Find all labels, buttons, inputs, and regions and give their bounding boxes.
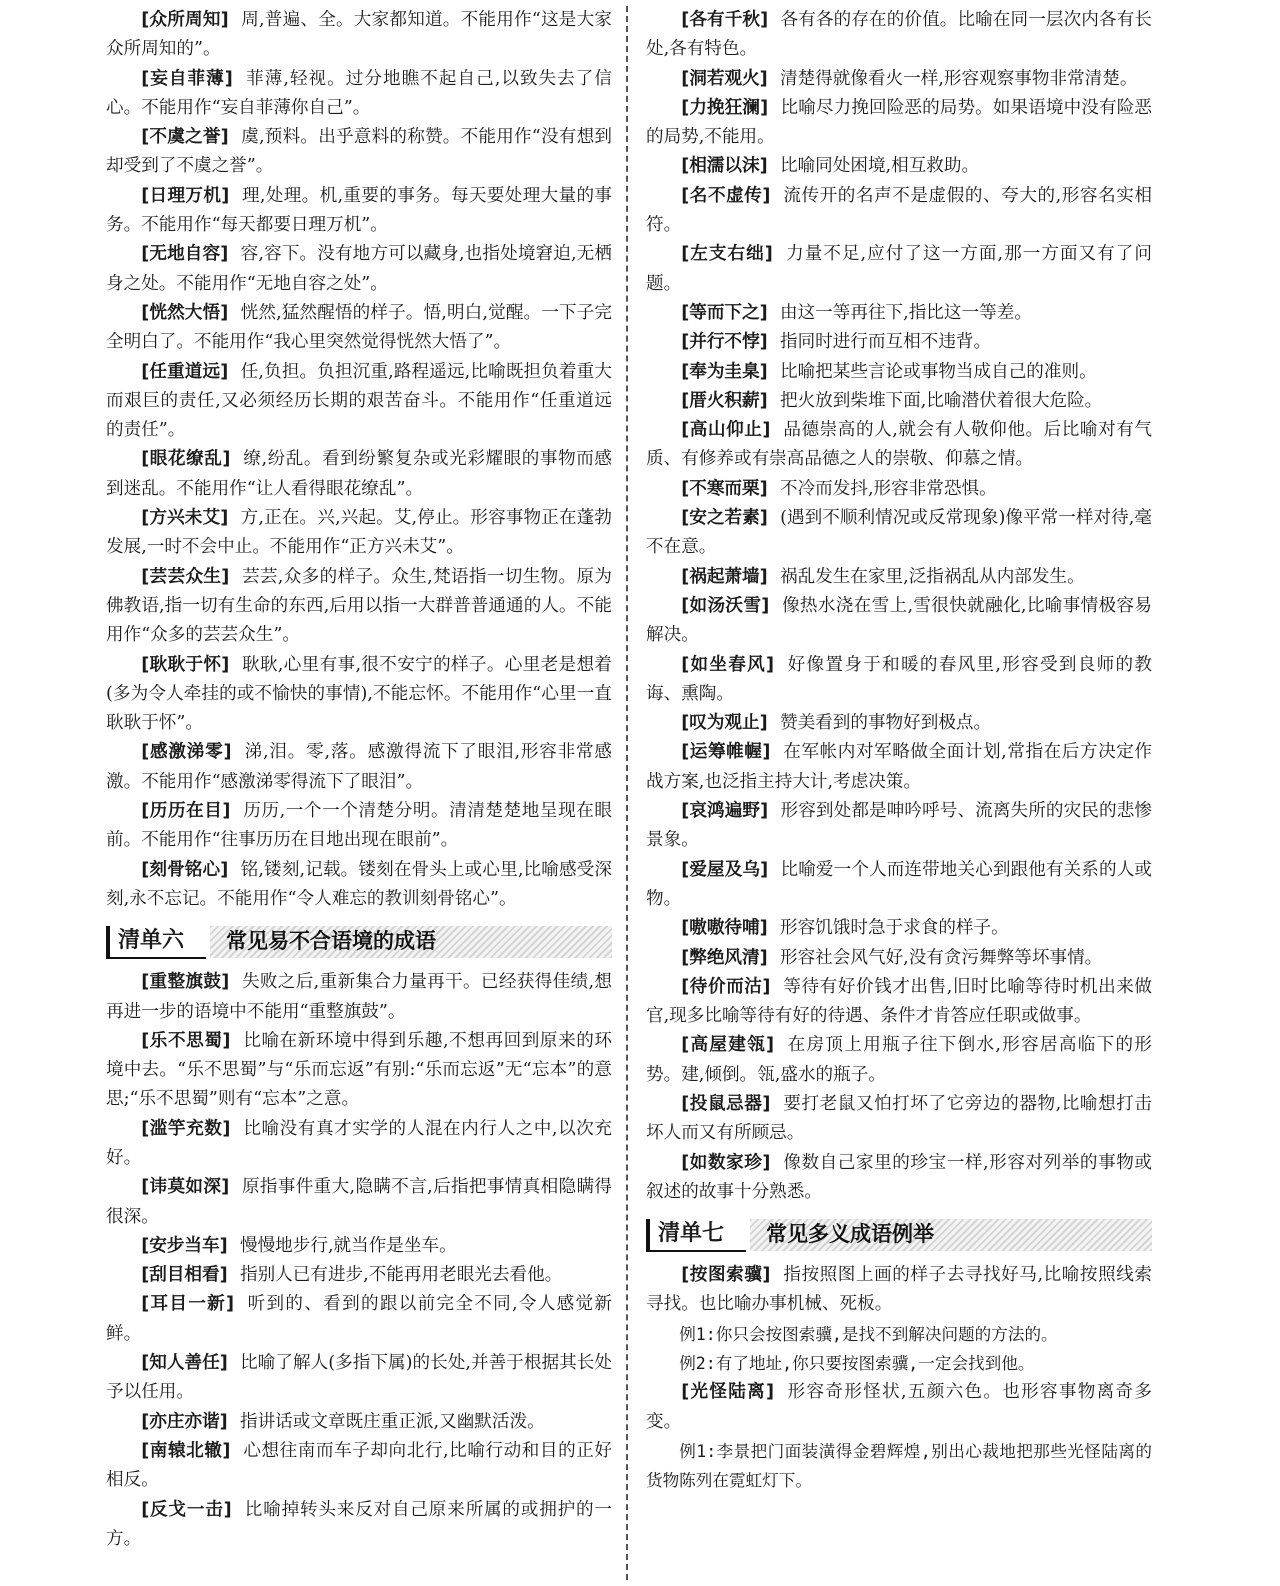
idiom-entry — [646, 1090, 1152, 1149]
idiom-term: [滥竽充数] — [141, 1118, 231, 1139]
idiom-term: [祸起萧墙] — [681, 566, 768, 587]
idiom-definition: 把火放到柴堆下面,比喻潜伏着很大危险。 — [779, 390, 1103, 411]
idiom-entry — [646, 709, 1152, 738]
idiom-entry — [646, 973, 1152, 1032]
idiom-term: [重整旗鼓] — [141, 972, 230, 993]
idiom-definition: 形容到处都是呻吟呼号、流离失所的灾民的悲惨景象。 — [646, 801, 1152, 851]
idiom-term: [洞若观火] — [681, 68, 768, 89]
idiom-term: [安之若素] — [681, 508, 768, 529]
idiom-term: [芸芸众生] — [141, 566, 230, 587]
idiom-entry — [646, 651, 1152, 710]
idiom-entry — [646, 1031, 1152, 1090]
idiom-definition: 形容社会风气好,没有贪污舞弊等坏事情。 — [779, 947, 1103, 968]
idiom-term: [如坐春风] — [681, 654, 775, 675]
idiom-list-section-six — [106, 968, 612, 1554]
idiom-entry — [646, 299, 1152, 328]
idiom-entry — [646, 563, 1152, 592]
idiom-definition: 芸芸,众多的样子。众生,梵语指一切生物。原为佛教语,指一切有生命的东西,后用以指一大群普普通通的人。不能用作“众多的芸芸众生”。 — [106, 566, 612, 646]
idiom-definition: 清楚得就像看火一样,形容观察事物非常清楚。 — [779, 68, 1138, 89]
idiom-definition: 力量不足,应付了这一方面,那一方面又有了问题。 — [646, 244, 1153, 294]
idiom-entry — [106, 856, 612, 915]
idiom-definition: 形容奇形怪状,五颜六色。也形容事物离奇多变。 — [646, 1382, 1152, 1432]
idiom-entry — [646, 738, 1152, 797]
idiom-definition: 流传开的名声不是虚假的、夸大的,形容名实相符。 — [646, 185, 1152, 236]
idiom-entry — [646, 328, 1152, 357]
idiom-term: [并行不悖] — [681, 332, 768, 353]
idiom-definition: 要打老鼠又怕打坏了它旁边的器物,比喻想打击坏人而又有所顾忌。 — [646, 1093, 1152, 1144]
idiom-term: [光怪陆离] — [681, 1382, 775, 1403]
idiom-term: [如汤沃雪] — [681, 595, 770, 616]
idiom-term: [名不虚传] — [681, 185, 771, 206]
section-bar — [646, 1219, 650, 1251]
idiom-definition: 好像置身于和暖的春风里,形容受到良师的教诲、熏陶。 — [646, 654, 1152, 704]
idiom-entry — [106, 1173, 612, 1232]
idiom-entry — [646, 592, 1152, 651]
idiom-term: [无地自容] — [141, 244, 229, 265]
idiom-entry — [106, 299, 612, 358]
idiom-term: [不虞之誉] — [141, 127, 229, 148]
idiom-definition: 听到的、看到的跟以前完全不同,令人感觉新鲜。 — [106, 1294, 612, 1344]
idiom-definition: 菲薄,轻视。过分地瞧不起自己,以致失去了信心。不能用作“妄自菲薄你自己”。 — [106, 68, 613, 118]
idiom-definition: 指别人已有进步,不能再用老眼光去看他。 — [239, 1265, 563, 1286]
idiom-entry — [106, 1349, 612, 1408]
usage-example: 例1:李景把门面装潢得金碧辉煌,别出心裁地把那些光怪陆离的货物陈列在霓虹灯下。 — [646, 1441, 1152, 1491]
idiom-entry — [106, 1408, 612, 1437]
idiom-entry — [106, 1115, 612, 1174]
idiom-entry — [106, 358, 612, 446]
idiom-definition: 比喻了解人(多指下属)的长处,并善于根据其长处予以任用。 — [106, 1353, 612, 1403]
idiom-term: [历历在目] — [141, 801, 231, 822]
idiom-definition: 耿耿,心里有事,很不安宁的样子。心里老是想着(多为令人牵挂的或不愉快的事情),不能忘怀。不能用作“心里一直耿耿于怀”。 — [106, 654, 612, 734]
idiom-definition: 原指事件重大,隐瞒不言,后指把事情真相隐瞒得很深。 — [106, 1177, 612, 1227]
idiom-entry — [106, 1027, 612, 1115]
idiom-entry — [646, 358, 1152, 387]
idiom-entry — [646, 914, 1152, 943]
idiom-entry — [646, 475, 1152, 504]
idiom-definition: 失败之后,重新集合力量再干。已经获得佳绩,想再进一步的语境中不能用“重整旗鼓”。 — [106, 972, 612, 1022]
idiom-term: [眼花缭乱] — [141, 449, 231, 470]
idiom-term: [众所周知] — [141, 10, 229, 30]
idiom-term: [讳莫如深] — [141, 1177, 230, 1198]
usage-example: 例2:有了地址,你只要按图索骥,一定会找到他。 — [679, 1354, 1035, 1374]
section-bar — [106, 926, 110, 958]
idiom-definition: 比喻把某些言论或事物当成自己的准则。 — [779, 361, 1097, 382]
idiom-entry — [646, 6, 1152, 65]
idiom-entry — [106, 445, 612, 504]
section-title: 常见多义成语例举 — [766, 1222, 934, 1247]
idiom-definition: 祸乱发生在家里,泛指祸乱从内部发生。 — [779, 566, 1085, 587]
idiom-term: [方兴未艾] — [141, 508, 229, 529]
idiom-definition: 指同时进行而互相不违背。 — [779, 332, 992, 353]
idiom-term: [耳目一新] — [141, 1294, 235, 1315]
idiom-entry — [646, 856, 1152, 915]
idiom-definition: 心想往南而车子却向北行,比喻行动和目的正好相反。 — [106, 1440, 612, 1491]
idiom-definition: 形容饥饿时急于求食的样子。 — [779, 918, 1009, 939]
idiom-entry — [646, 387, 1152, 416]
idiom-definition: 各有各的存在的价值。比喻在同一层次内各有长处,各有特色。 — [646, 10, 1152, 60]
idiom-entry — [646, 240, 1152, 299]
idiom-entry — [106, 563, 612, 651]
idiom-definition: 比喻掉转头来反对自己原来所属的或拥护的一方。 — [106, 1499, 612, 1549]
idiom-definition: 赞美看到的事物好到极点。 — [779, 713, 992, 734]
section-number: 清单六 — [118, 928, 185, 954]
idiom-entry — [646, 1378, 1152, 1437]
idiom-definition: 容,容下。没有地方可以藏身,也指处境窘迫,无栖身之处。不能用作“无地自容之处”。 — [106, 244, 612, 294]
idiom-definition: 指讲话或文章既庄重正派,又幽默活泼。 — [239, 1411, 545, 1432]
idiom-entry — [106, 738, 612, 797]
idiom-term: [刻骨铭心] — [141, 859, 229, 880]
idiom-term: [恍然大悟] — [141, 302, 229, 323]
idiom-term: [如数家珍] — [681, 1152, 771, 1173]
idiom-definition: 像数自己家里的珍宝一样,形容对列举的事物或叙述的故事十分熟悉。 — [646, 1152, 1152, 1202]
usage-example: 例1:你只会按图索骥,是找不到解决问题的方法的。 — [679, 1324, 1058, 1344]
idiom-term: [奉为圭臬] — [681, 361, 768, 382]
column-divider — [626, 6, 628, 1580]
idiom-term: [哀鸿遍野] — [681, 801, 769, 822]
idiom-entry — [106, 504, 612, 563]
idiom-entry — [646, 1261, 1152, 1320]
idiom-entry — [646, 416, 1152, 475]
idiom-term: [耿耿于怀] — [141, 654, 230, 675]
idiom-term: [左支右绌] — [681, 244, 773, 265]
idiom-entry — [646, 797, 1152, 856]
idiom-definition: 比喻尽力挽回险恶的局势。如果语境中没有险恶的局势,不能用。 — [646, 97, 1152, 148]
idiom-entry — [106, 182, 612, 241]
idiom-entry — [106, 65, 612, 124]
idiom-term: [知人善任] — [141, 1353, 228, 1374]
idiom-definition: 理,处理。机,重要的事务。每天要处理大量的事务。不能用作“每天都要日理万机”。 — [106, 185, 612, 236]
idiom-term: [高山仰止] — [681, 420, 771, 441]
section-title: 常见易不合语境的成语 — [226, 929, 436, 954]
idiom-definition: 比喻爱一个人而连带地关心到跟他有关系的人或物。 — [646, 859, 1152, 909]
idiom-entry — [646, 182, 1152, 241]
idiom-term: [任重道远] — [141, 361, 229, 382]
idiom-entry — [106, 1496, 612, 1555]
section-six-header — [106, 922, 612, 960]
idiom-term: [妄自菲薄] — [141, 68, 233, 89]
idiom-definition: 比喻同处困境,相互救助。 — [779, 156, 980, 177]
idiom-entry — [106, 651, 612, 739]
idiom-term: [等而下之] — [681, 302, 768, 323]
idiom-term: [运筹帷幄] — [681, 742, 771, 763]
section-number: 清单七 — [658, 1221, 725, 1247]
left-column — [106, 6, 612, 1554]
idiom-definition: 品德崇高的人,就会有人敬仰他。后比喻对有气质、有修养或有崇高品德之人的崇敬、仰慕之情。 — [646, 420, 1152, 470]
idiom-entry — [106, 1437, 612, 1496]
idiom-term: [亦庄亦谐] — [141, 1411, 228, 1432]
section-seven-header — [646, 1215, 1152, 1253]
idiom-term: [感激涕零] — [141, 742, 232, 763]
idiom-definition: 不冷而发抖,形容非常恐惧。 — [779, 478, 997, 499]
idiom-term: [相濡以沫] — [681, 156, 768, 177]
idiom-definition: 历历,一个一个清楚分明。清清楚楚地呈现在眼前。不能用作“往事历历在目地出现在眼前”。 — [106, 801, 612, 851]
right-column — [646, 6, 1152, 1496]
idiom-entry — [646, 504, 1152, 563]
idiom-term: [投鼠忌器] — [681, 1093, 771, 1114]
idiom-definition: 在房顶上用瓶子往下倒水,形容居高临下的形势。建,倾倒。瓴,盛水的瓶子。 — [646, 1035, 1152, 1085]
idiom-list-right — [646, 6, 1152, 1207]
idiom-definition: 虞,预料。出乎意料的称赞。不能用作“没有想到却受到了不虞之誉”。 — [106, 127, 612, 177]
idiom-term: [叹为观止] — [681, 713, 768, 734]
idiom-entry — [106, 123, 612, 182]
idiom-entry — [106, 240, 612, 299]
idiom-definition: 任,负担。负担沉重,路程遥远,比喻既担负着重大而艰巨的责任,又必须经历长期的艰苦奋斗。不能用作“任重道远的责任”。 — [106, 361, 612, 441]
idiom-term: [弊绝风清] — [681, 947, 768, 968]
idiom-entry — [106, 1290, 612, 1349]
idiom-definition: 恍然,猛然醒悟的样子。悟,明白,觉醒。一下子完全明白了。不能用作“我心里突然觉得恍然大悟了”。 — [106, 302, 612, 353]
idiom-definition: 周,普遍、全。大家都知道。不能用作“这是大家众所周知的”。 — [106, 10, 612, 60]
idiom-definition: 比喻在新环境中得到乐趣,不想再回到原来的环境中去。“乐不思蜀”与“乐而忘返”有别:“乐而忘返”无“忘本”的意思;“乐不思蜀”则有“忘本”之意。 — [106, 1030, 612, 1110]
idiom-entry — [106, 797, 612, 856]
idiom-term: [反戈一击] — [141, 1499, 232, 1520]
idiom-definition: 慢慢地步行,就当作是坐车。 — [239, 1235, 457, 1256]
idiom-definition: 像热水浇在雪上,雪很快就融化,比喻事情极容易解决。 — [646, 595, 1152, 646]
idiom-term: [乐不思蜀] — [141, 1030, 231, 1051]
idiom-term: [安步当车] — [141, 1235, 228, 1256]
idiom-definition: 等待有好价钱才出售,旧时比喻等待时机出来做官,现多比喻等待有好的待遇、条件才肯答应任职或做事。 — [646, 976, 1152, 1027]
idiom-entry — [106, 6, 612, 65]
idiom-definition: 在军帐内对军略做全面计划,常指在后方决定作战方案,也泛指主持大计,考虑决策。 — [646, 742, 1152, 792]
idiom-entry — [646, 152, 1152, 181]
idiom-entry — [106, 968, 612, 1027]
idiom-term: [爱屋及乌] — [681, 859, 769, 880]
idiom-definition: 由这一等再往下,指比这一等差。 — [779, 302, 1032, 323]
idiom-term: [厝火积薪] — [681, 390, 768, 411]
idiom-term: [高屋建瓴] — [681, 1035, 775, 1056]
idiom-entry — [106, 1261, 612, 1290]
idiom-definition: 缭,纷乱。看到纷繁复杂或光彩耀眼的事物而感到迷乱。不能用作“让人看得眼花缭乱”。 — [106, 449, 612, 499]
idiom-term: [各有千秋] — [681, 10, 769, 30]
idiom-term: [嗷嗷待哺] — [681, 918, 768, 939]
idiom-definition: 比喻没有真才实学的人混在内行人之中,以次充好。 — [106, 1118, 612, 1168]
idiom-definition: 涕,泪。零,落。感激得流下了眼泪,形容非常感激。不能用作“感激涕零得流下了眼泪”。 — [106, 742, 612, 792]
idiom-definition: 方,正在。兴,兴起。艾,停止。形容事物正在蓬勃发展,一时不会中止。不能用作“正方兴未艾”。 — [106, 508, 612, 558]
idiom-term: [待价而沽] — [681, 976, 771, 997]
idiom-entry — [106, 1232, 612, 1261]
idiom-list-top — [106, 6, 612, 914]
idiom-term: [日理万机] — [141, 185, 230, 206]
idiom-entry — [646, 65, 1152, 94]
idiom-definition: (遇到不顺利情况或反常现象)像平常一样对待,毫不在意。 — [646, 508, 1152, 558]
idiom-definition: 铭,镂刻,记载。镂刻在骨头上或心里,比喻感受深刻,永不忘记。不能用作“令人难忘的教训刻骨铭心”。 — [106, 859, 612, 909]
idiom-entry — [646, 94, 1152, 153]
idiom-term: [不寒而栗] — [681, 478, 768, 499]
idiom-term: [南辕北辙] — [141, 1440, 231, 1461]
idiom-definition: 指按照图上画的样子去寻找好马,比喻按照线索寻找。也比喻办事机械、死板。 — [646, 1265, 1152, 1315]
idiom-term: [刮目相看] — [141, 1265, 228, 1286]
idiom-entry — [646, 944, 1152, 973]
idiom-term: [力挽狂澜] — [681, 97, 769, 118]
idiom-term: [按图索骥] — [681, 1265, 771, 1286]
idiom-entry — [646, 1149, 1152, 1208]
